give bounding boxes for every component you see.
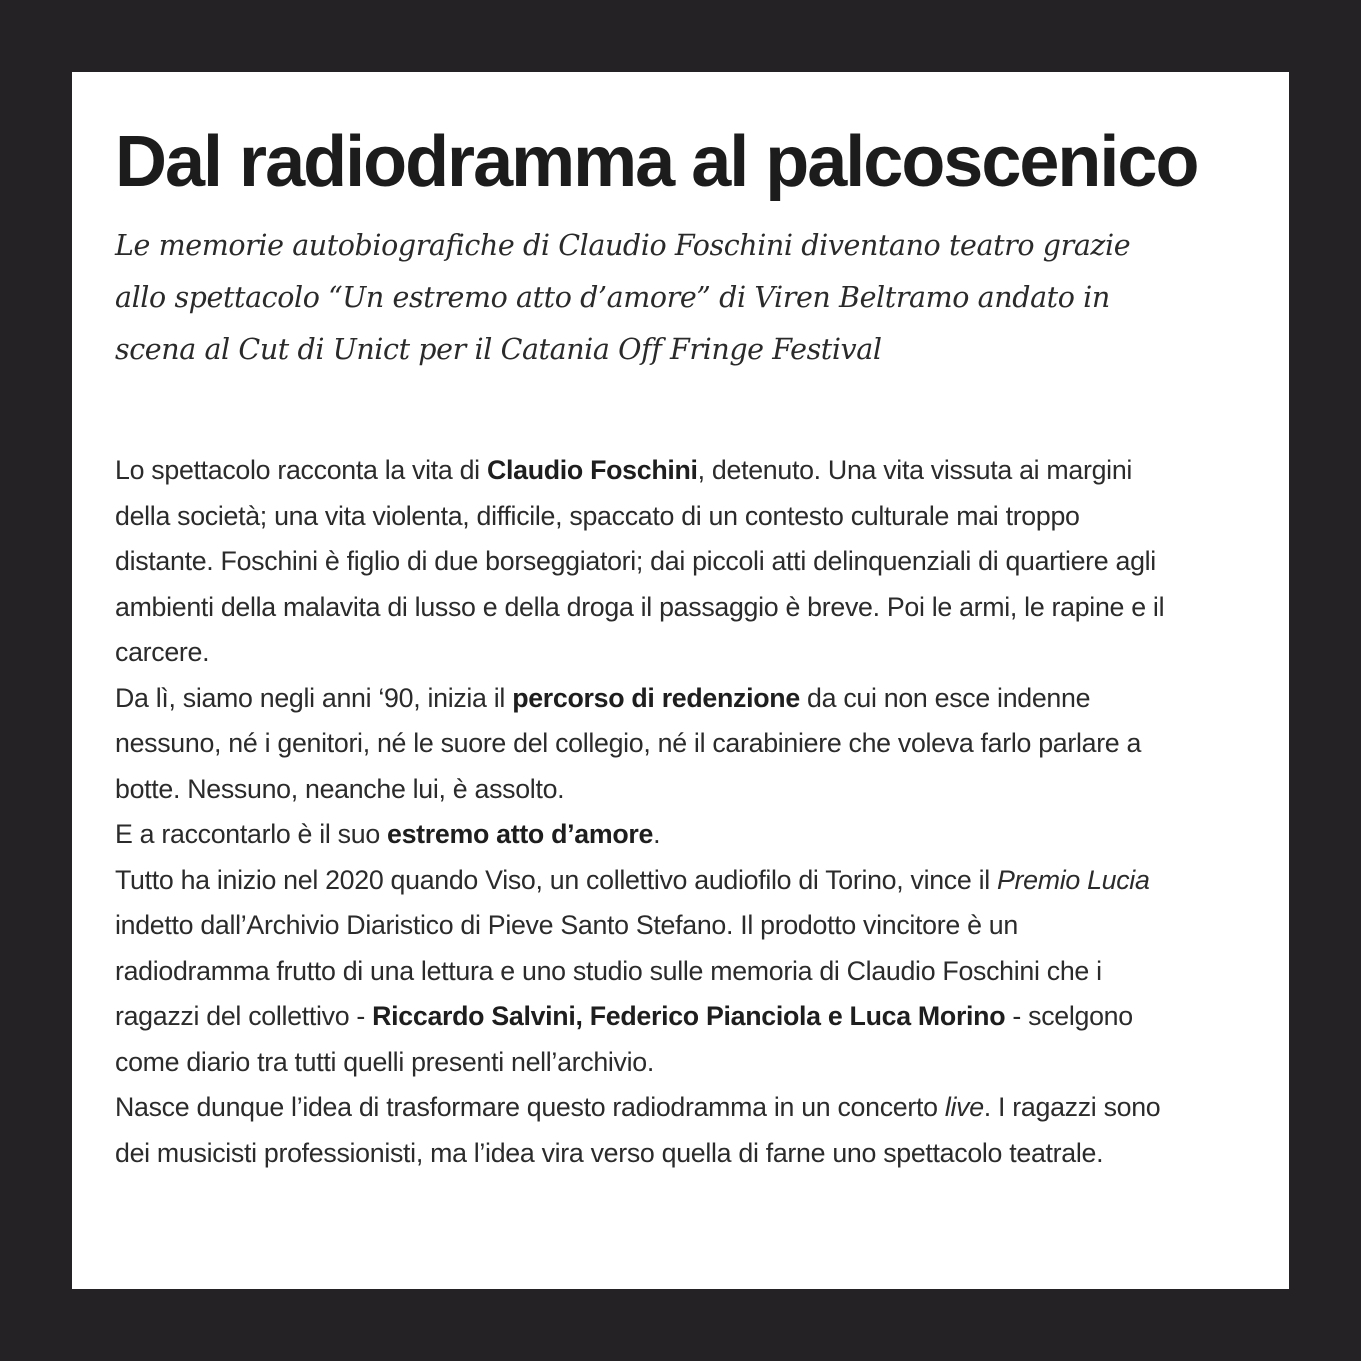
subtitle-line: Le memorie autobiografiche di Claudio Foschini diventano teatro grazie [115, 229, 1131, 262]
body-text: da cui non esce indenne [799, 682, 1091, 713]
article-title: Dal radiodramma al palcoscenico [115, 122, 1198, 202]
body-text: , detenuto. Una vita vissuta ai margini [697, 455, 1133, 485]
body-text: Tutto ha inizio nel 2020 quando Viso, un collettivo audiofilo di Torino, vince il [115, 864, 998, 895]
bold-text: percorso di redenzione [512, 682, 800, 713]
subtitle-line: allo spettacolo “Un estremo atto d’amore” di Viren Beltramo andato in [115, 281, 1110, 314]
italic-text: Premio Lucia [997, 864, 1150, 895]
body-line: dei musicisti professionisti, ma l’idea vira verso quella di farne uno spettacolo teatrale. [115, 1137, 1104, 1168]
body-text: ragazzi del collettivo - [115, 1001, 373, 1031]
subtitle-line: scena al Cut di Unict per il Catania Off Fringe Festival [115, 333, 882, 366]
body-text: . I ragazzi sono [983, 1092, 1161, 1122]
article-body [115, 448, 1265, 1176]
body-text: Da lì, siamo negli anni ‘90, inizia il [115, 682, 513, 713]
body-text: Nasce dunque l’idea di trasformare questo radiodramma in un concerto [115, 1092, 945, 1122]
body-line: come diario tra tutti quelli presenti nell’archivio. [115, 1046, 654, 1077]
body-line: carcere. [115, 637, 210, 667]
body-text: Lo spettacolo racconta la vita di [115, 455, 487, 485]
body-line: radiodramma frutto di una lettura e uno studio sulle memoria di Claudio Foschini che i [115, 955, 1102, 986]
body-line: indetto dall’Archivio Diaristico di Pieve Santo Stefano. Il prodotto vincitore è un [115, 910, 1018, 940]
body-line: botte. Nessuno, neanche lui, è assolto. [115, 773, 565, 804]
body-text: E a raccontarlo è il suo [115, 819, 388, 849]
body-line [115, 1085, 1265, 1131]
body-line [115, 858, 1265, 904]
body-line: ambienti della malavita di lusso e della droga il passaggio è breve. Poi le armi, le rapine e il [115, 591, 1165, 622]
body-text: - scelgono [1005, 1001, 1133, 1031]
bold-text: Riccardo Salvini, Federico Pianciola e Luca Morino [372, 1001, 1006, 1031]
body-line: della società; una vita violenta, difficile, spaccato di un contesto culturale mai troppo [115, 500, 1080, 531]
body-line [115, 812, 1265, 858]
bold-text: estremo atto d’amore [387, 819, 654, 849]
article-card [72, 72, 1289, 1289]
article-subtitle [115, 220, 1255, 376]
body-line [115, 448, 1265, 494]
body-text: . [653, 819, 661, 849]
body-line: distante. Foschini è figlio di due borseggiatori; dai piccoli atti delinquenziali di quartiere agli [115, 546, 1156, 576]
bold-text: Claudio Foschini [486, 455, 698, 485]
italic-text: live [944, 1092, 984, 1122]
body-line [115, 994, 1265, 1040]
body-line: nessuno, né i genitori, né le suore del collegio, né il carabiniere che voleva farlo parlare a [115, 728, 1142, 758]
body-line [115, 676, 1265, 722]
